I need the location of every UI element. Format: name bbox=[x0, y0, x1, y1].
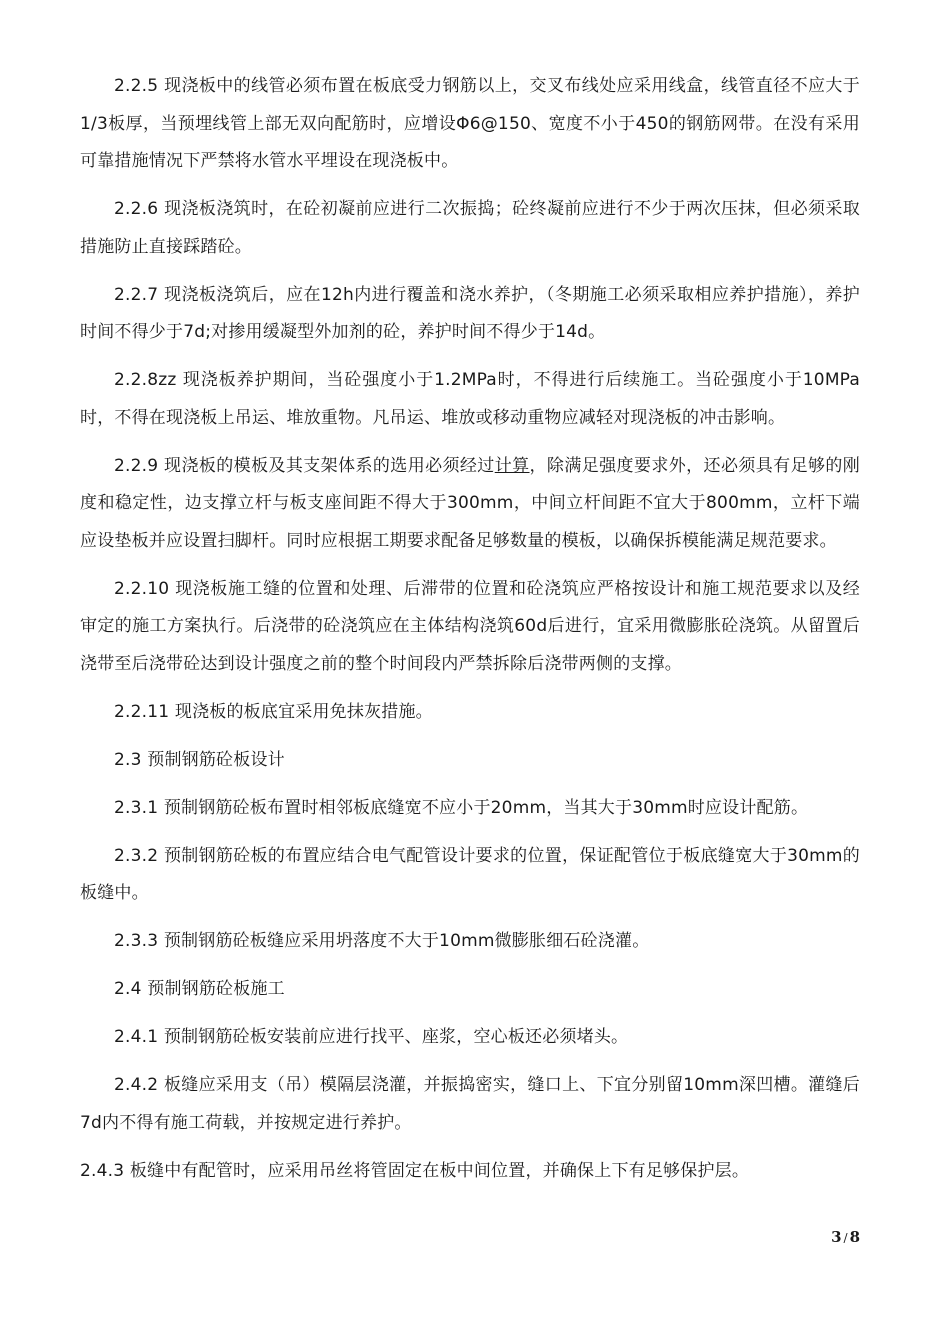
paragraph-2-2-11: 2.2.11 现浇板的板底宜采用免抹灰措施。 bbox=[114, 701, 433, 722]
calculation-link[interactable]: 计算 bbox=[494, 455, 530, 476]
document-body bbox=[80, 68, 860, 1201]
paragraph-2-2-10: 2.2.10 现浇板施工缝的位置和处理、后滞带的位置和砼浇筑应严格按设计和施工规范要求以及经审定的施工方案执行。后浇带的砼浇筑应在主体结构浇筑60d后进行，宜采用微膨胀砼浇筑。从留置后浇带至后浇带砼达到设计强度之前的整个时间段内严禁拆除后浇带两侧的支撑。 bbox=[80, 578, 860, 674]
page-number bbox=[831, 1228, 860, 1246]
paragraph-2-2-9-text-start: 2.2.9 现浇板的模板及其支架体系的选用必须经过 bbox=[114, 455, 495, 476]
paragraph-2-4-3: 2.4.3 板缝中有配管时，应采用吊丝将管固定在板中间位置，并确保上下有足够保护层。 bbox=[80, 1160, 750, 1181]
paragraph-2-4-2: 2.4.2 板缝应采用支（吊）模隔层浇灌，并振捣密实，缝口上、下宜分别留10mm深凹槽。灌缝后7d内不得有施工荷载，并按规定进行养护。 bbox=[80, 1075, 860, 1133]
section-heading-2-4: 2.4 预制钢筋砼板施工 bbox=[114, 979, 285, 999]
paragraph-2-3-2: 2.3.2 预制钢筋砼板的布置应结合电气配管设计要求的位置，保证配管位于板底缝宽大于30mm的板缝中。 bbox=[80, 845, 860, 903]
page-number-current: 3 bbox=[831, 1228, 842, 1246]
paragraph-2-4-1: 2.4.1 预制钢筋砼板安装前应进行找平、座浆，空心板还必须堵头。 bbox=[114, 1027, 629, 1047]
page-number-separator: / bbox=[843, 1231, 848, 1245]
paragraph-2-2-6: 2.2.6 现浇板浇筑时，在砼初凝前应进行二次振捣；砼终凝前应进行不少于两次压抹，但必须采取措施防止直接踩踏砼。 bbox=[80, 199, 860, 257]
paragraph-2-2-5: 2.2.5 现浇板中的线管必须布置在板底受力钢筋以上，交叉布线处应采用线盒，线管直径不应大于1/3板厚，当预埋线管上部无双向配筋时，应增设Φ6@150、宽度不小于450的钢筋网带。在没有采用可靠措施情况下严禁将水管水平埋设在现浇板中。 bbox=[80, 76, 860, 171]
section-heading-2-3: 2.3 预制钢筋砼板设计 bbox=[114, 749, 285, 770]
paragraph-2-3-3: 2.3.3 预制钢筋砼板缝应采用坍落度不大于10mm微膨胀细石砼浇灌。 bbox=[114, 931, 650, 951]
paragraph-2-3-1: 2.3.1 预制钢筋砼板布置时相邻板底缝宽不应小于20mm，当其大于30mm时应设计配筋。 bbox=[114, 797, 809, 818]
paragraph-2-2-9-text-end: ，除满足强度要求外，还必须具有足够的刚度和稳定性，边支撑立杆与板支座间距不得大于300mm，中间立杆间距不宜大于800mm，立杆下端应设垫板并应设置扫脚杆。同时应根据工期要求配备足够数量的模板，以确保拆模能满足规范要求。 bbox=[80, 455, 860, 551]
paragraph-2-2-9 bbox=[80, 448, 860, 561]
paragraph-2-2-7: 2.2.7 现浇板浇筑后，应在12h内进行覆盖和浇水养护，（冬期施工必须采取相应养护措施），养护时间不得少于7d;对掺用缓凝型外加剂的砼，养护时间不得少于14d。 bbox=[80, 284, 860, 342]
page-number-total: 8 bbox=[849, 1228, 860, 1246]
paragraph-2-2-8: 2.2.8zz 现浇板养护期间，当砼强度小于1.2MPa时，不得进行后续施工。当砼强度小于10MPa时，不得在现浇板上吊运、堆放重物。凡吊运、堆放或移动重物应减轻对现浇板的冲击影响。 bbox=[80, 370, 860, 428]
